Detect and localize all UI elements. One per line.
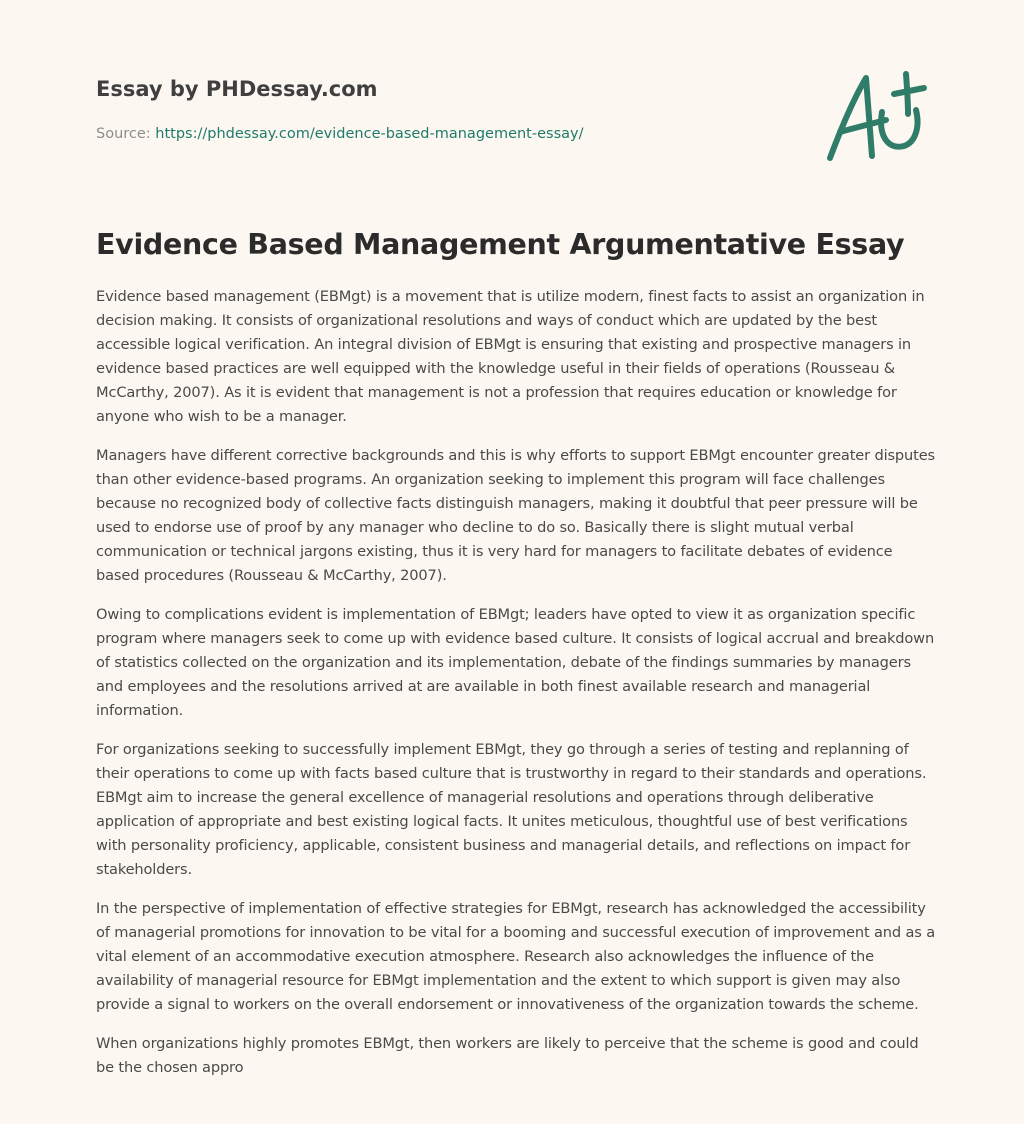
paragraph: Owing to complications evident is implementation of EBMgt; leaders have opted to view it as organization specific program where managers seek to come up with evidence based culture. It consists of logical accrual and breakdown of statistics collected on the organization and its implementation, debate of the findings summaries by managers and employees and the resolutions arrived at are available in both finest available research and managerial information. (96, 606, 935, 719)
source-link[interactable]: https://phdessay.com/evidence-based-management-essay/ (155, 126, 584, 142)
paragraph: Evidence based management (EBMgt) is a movement that is utilize modern, finest facts to assist an organization in decision making. It consists of organizational resolutions and ways of conduct which are updated by the best accessible logical verification. An integral division of EBMgt is ensuring that existing and prospective managers in evidence based practices are well equipped with the knowledge useful in their fields of operations (Rousseau & McCarthy, 2007). As it is evident that management is not a profession that requires education or knowledge for anyone who wish to be a manager. (96, 288, 925, 425)
a-plus-logo-icon (820, 66, 930, 166)
site-brand: Essay by PHDessay.com (96, 77, 378, 101)
article-title: Evidence Based Management Argumentative Essay (96, 228, 905, 261)
article-body (96, 285, 936, 1095)
paragraph: In the perspective of implementation of effective strategies for EBMgt, research has acknowledged the accessibility of managerial promotions for innovation to be vital for a booming and successful execution of improvement and as a vital element of an accommodative execution atmosphere. Research also acknowledges the influence of the availability of managerial resource for EBMgt implementation and the extent to which support is given may also provide a signal to workers on the overall endorsement or innovativeness of the organization towards the scheme. (96, 900, 936, 1013)
paragraph: When organizations highly promotes EBMgt, then workers are likely to perceive that the scheme is good and could be the chosen appro (96, 1035, 919, 1076)
source-label: Source: (96, 126, 151, 142)
paragraph: For organizations seeking to successfully implement EBMgt, they go through a series of testing and replanning of their operations to come up with facts based culture that is trustworthy in regard to their standards and operations. EBMgt aim to increase the general excellence of managerial resolutions and operations through deliberative application of appropriate and best existing logical facts. It unites meticulous, thoughtful use of best verifications with personality proficiency, applicable, consistent business and managerial details, and reflections on impact for stakeholders. (96, 741, 927, 878)
source-line (96, 124, 796, 144)
page-header (96, 74, 796, 144)
paragraph: Managers have different corrective backgrounds and this is why efforts to support EBMgt encounter greater disputes than other evidence-based programs. An organization seeking to implement this program will face challenges because no recognized body of collective facts distinguish managers, making it doubtful that peer pressure will be used to endorse use of proof by any manager who decline to do so. Basically there is slight mutual verbal communication or technical jargons existing, thus it is very hard for managers to facilitate debates of evidence based procedures (Rousseau & McCarthy, 2007). (96, 447, 936, 584)
